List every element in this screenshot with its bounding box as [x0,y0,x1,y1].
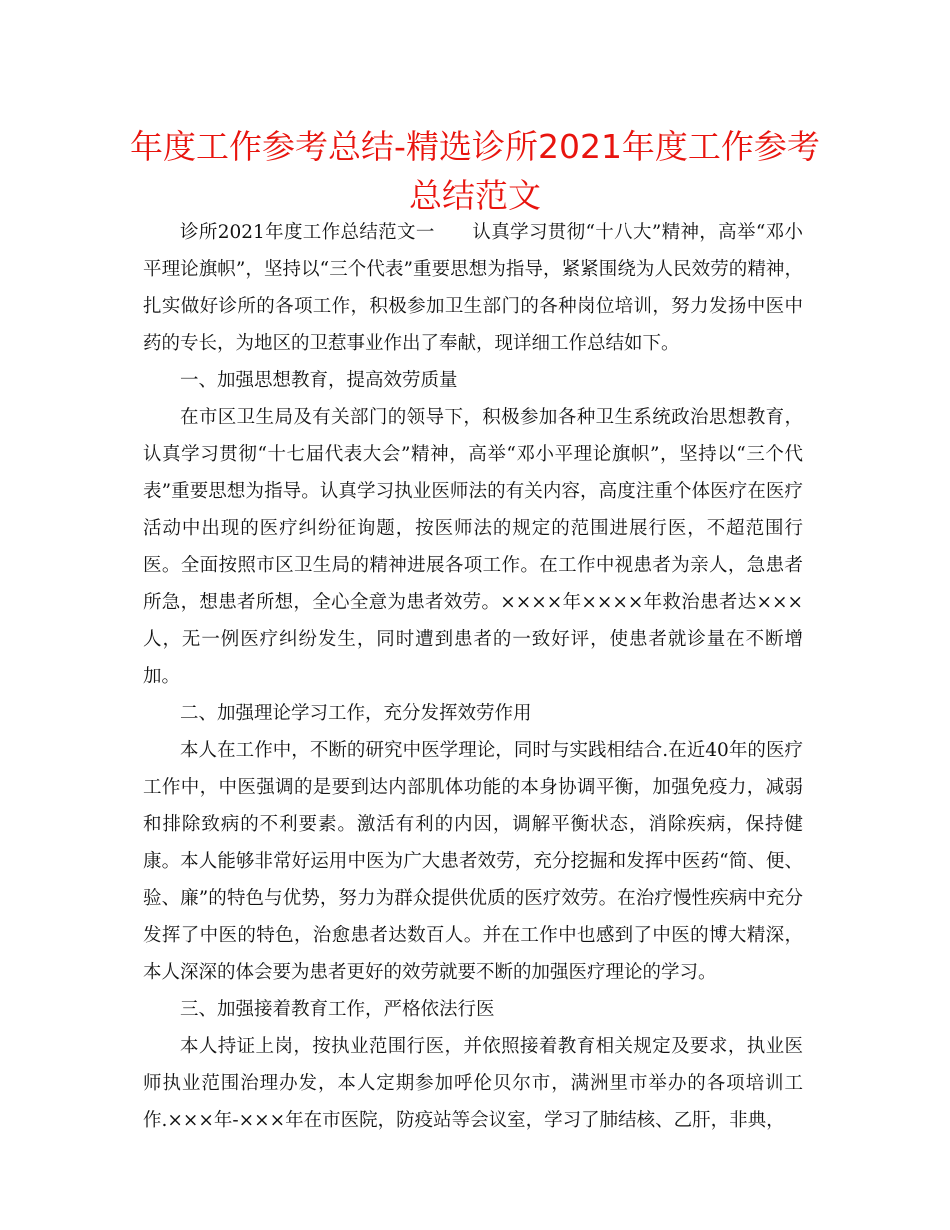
document-body [143,214,803,1139]
document-title: 年度工作参考总结-精选诊所2021年度工作参考总结范文 [130,127,820,215]
section-heading-1: 一、加强思想教育，提高效劳质量 [180,370,458,391]
paragraph-section-2: 本人在工作中，不断的研究中医学理论，同时与实践相结合.在近40年的医疗工作中，中医强调的是要到达内部肌体功能的本身协调平衡，加强免疫力，减弱和排除致病的不利要素。激活有利的内因，调解平衡状态，消除疾病，保持健康。本人能够非常好运用中医为广大患者效劳，充分挖掘和发挥中医药“简、便、验、廉”的特色与优势，努力为群众提供优质的医疗效劳。在治疗慢性疾病中充分发挥了中医的特色，治愈患者达数百人。并在工作中也感到了中医的博大精深，本人深深的体会要为患者更好的效劳就要不断的加强医疗理论的学习。 [143,740,803,983]
section-heading-2: 二、加强理论学习工作，充分发挥效劳作用 [180,703,532,724]
paragraph-section-1: 在市区卫生局及有关部门的领导下，积极参加各种卫生系统政治思想教育，认真学习贯彻“十七届代表大会”精神，高举“邓小平理论旗帜”，坚持以“三个代表”重要思想为指导。认真学习执业医师法的有关内容，高度注重个体医疗在医疗活动中出现的医疗纠纷征询题，按医师法的规定的范围进展行医，不超范围行医。全面按照市区卫生局的精神进展各项工作。在工作中视患者为亲人，急患者所急，想患者所想，全心全意为患者效劳。××××年××××年救治患者达×××人，无一例医疗纠纷发生，同时遭到患者的一致好评，使患者就诊量在不断增加。 [143,407,803,687]
section-heading-3: 三、加强接着教育工作，严格依法行医 [180,999,495,1020]
paragraph-intro: 诊所2021年度工作总结范文一 认真学习贯彻“十八大”精神，高举“邓小平理论旗帜”，坚持以“三个代表”重要思想为指导，紧紧围绕为人民效劳的精神，扎实做好诊所的各项工作，积极参加卫生部门的各种岗位培训，努力发扬中医中药的专长，为地区的卫惹事业作出了奉献，现详细工作总结如下。 [143,222,803,354]
paragraph-section-3: 本人持证上岗，按执业范围行医，并依照接着教育相关规定及要求，执业医师执业范围治理办发，本人定期参加呼伦贝尔市，满洲里市举办的各项培训工作.×××年-×××年在市医院，防疫站等会议室，学习了肺结核、乙肝，非典， [143,1036,803,1131]
